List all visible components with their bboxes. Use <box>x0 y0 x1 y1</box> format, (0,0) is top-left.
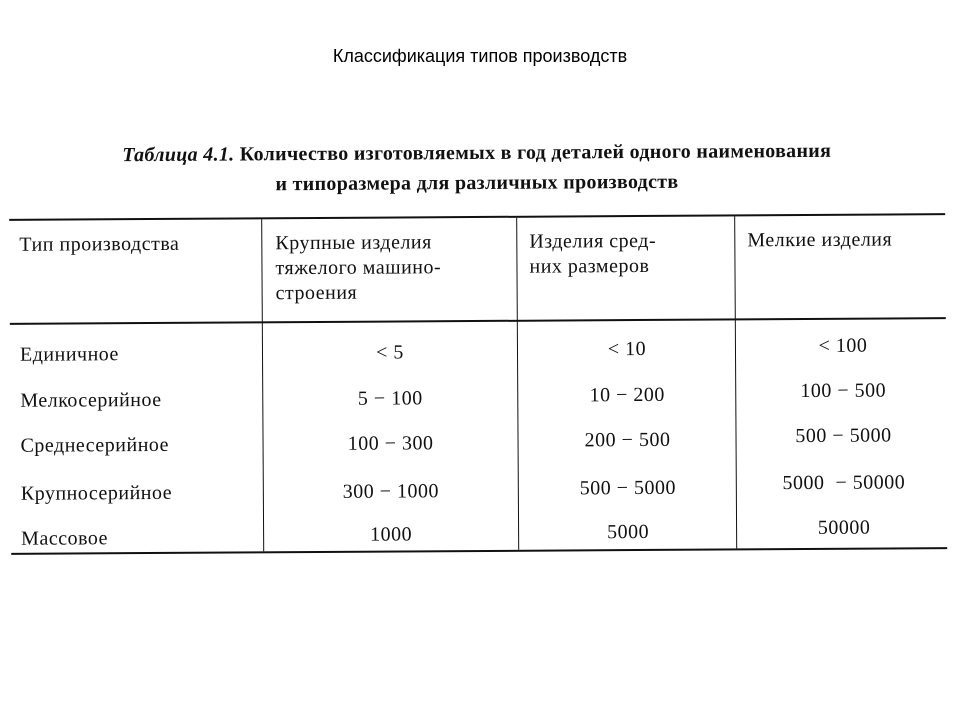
row-label: Среднесерийное <box>20 433 170 457</box>
table-cell: 10 − 200 <box>589 383 665 407</box>
row-label: Мелкосерийное <box>20 388 162 412</box>
row-label: Крупносерийное <box>20 481 173 505</box>
scanned-table <box>9 135 948 571</box>
header-production-type <box>19 231 255 257</box>
column-divider <box>261 219 264 551</box>
table-cell: 5000 − 50000 <box>782 471 906 495</box>
row-label: Единичное <box>19 343 119 366</box>
table-cell: 50000 <box>817 516 871 539</box>
table-header-rule <box>10 317 946 325</box>
header-line: строения <box>275 281 358 305</box>
column-divider <box>734 216 737 548</box>
table-cell: 1000 <box>370 523 413 546</box>
table-caption-line2: и типоразмера для различных производств <box>275 170 679 196</box>
header-large-products <box>275 230 511 306</box>
table-caption-lead: Таблица 4.1. <box>122 143 235 167</box>
header-line: них размеров <box>529 254 650 278</box>
header-line: тяжелого машино- <box>275 256 442 280</box>
header-medium-products <box>529 228 729 279</box>
slide-title: Классификация типов производств <box>332 46 628 66</box>
column-divider <box>516 218 519 550</box>
table-cell: 100 − 300 <box>347 432 434 455</box>
table-cell: 500 − 5000 <box>579 476 677 500</box>
table-caption <box>9 135 945 201</box>
table-cell: < 5 <box>376 341 404 364</box>
table-cell: 300 − 1000 <box>342 480 440 503</box>
header-small-products <box>747 227 943 253</box>
header-line: Мелкие изделия <box>747 228 893 252</box>
row-label: Массовое <box>21 527 109 550</box>
table-cell: < 10 <box>607 337 647 361</box>
table-cell: 5 − 100 <box>357 387 423 410</box>
table-cell: 500 − 5000 <box>795 424 892 448</box>
header-line: Тип производства <box>19 232 180 256</box>
table-top-rule <box>9 213 945 221</box>
table-cell: 100 − 500 <box>800 379 887 403</box>
header-line: Крупные изделия <box>275 231 432 255</box>
table-cell: 200 − 500 <box>584 428 671 452</box>
table-cell: < 100 <box>818 334 868 357</box>
table-cell: 5000 <box>607 520 650 544</box>
table-caption-text: Количество изготовляемых в год деталей одного наименования <box>239 139 832 166</box>
header-line: Изделия сред- <box>529 229 657 253</box>
